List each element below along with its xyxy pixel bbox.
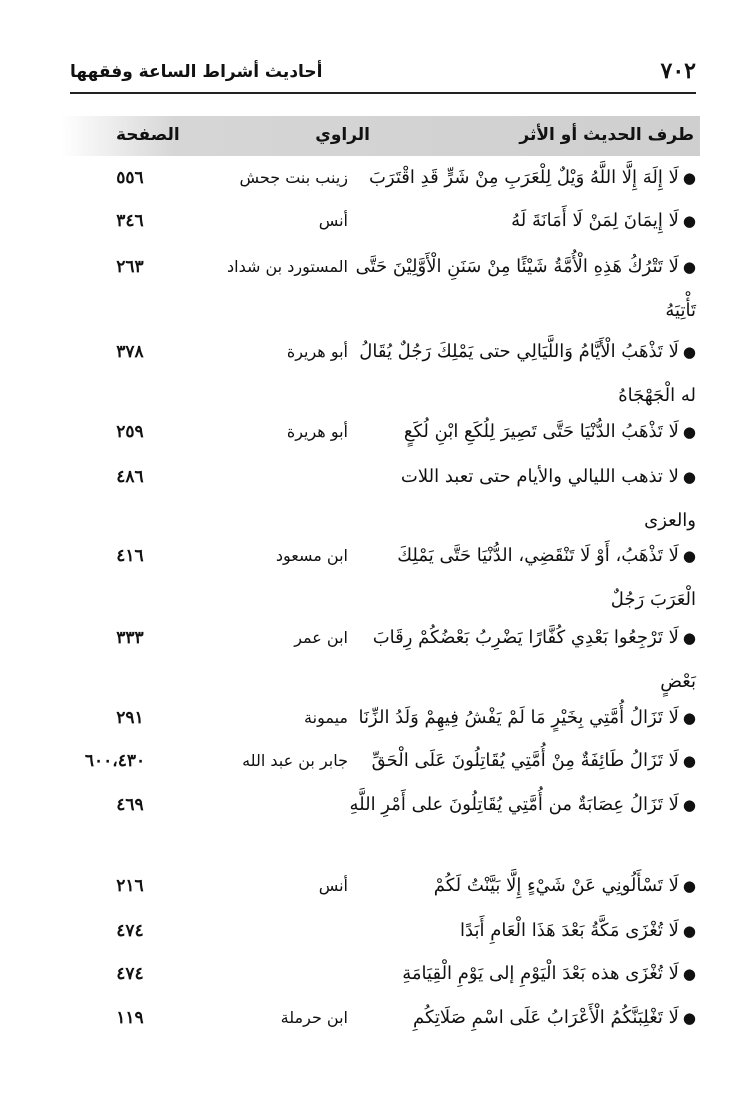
narrator: المستورد بن شداد [227, 257, 348, 276]
hadith-text [346, 909, 696, 953]
hadith-text [346, 534, 696, 622]
hadith-text-value: لا تذهب الليالي والأيام حتى تعبد اللات والعزى [400, 466, 696, 531]
page-ref: ٢١٦ [116, 876, 144, 896]
column-header-page: الصفحة [116, 125, 180, 145]
hadith-text-value: لَا إِلَهَ إِلَّا اللَّهُ وَيْلٌ لِلْعَرَبِ مِنْ شَرٍّ قَدِ اقْتَرَبَ [368, 167, 679, 188]
bullet-icon: ● [682, 169, 696, 187]
hadith-text [346, 156, 696, 200]
bullet-icon: ● [682, 547, 696, 565]
bullet-icon: ● [682, 423, 696, 441]
bullet-icon: ● [682, 343, 696, 361]
column-header-text: طرف الحديث أو الأثر [519, 125, 694, 145]
page-ref: ٢٥٩ [116, 422, 144, 442]
bullet-icon: ● [682, 796, 696, 814]
hadith-text [346, 616, 696, 704]
narrator: زينب بنت جحش [239, 168, 348, 187]
bullet-icon: ● [682, 877, 696, 895]
page-number: ٧٠٢ [660, 58, 696, 84]
hadith-text [346, 952, 696, 996]
bullet-icon: ● [682, 629, 696, 647]
narrator: أنس [318, 876, 348, 895]
narrator: أبو هريرة [286, 422, 348, 441]
page-ref: ٤٦٩ [116, 795, 144, 815]
narrator: ابن حرملة [280, 1008, 348, 1027]
page-ref: ٣٣٣ [116, 628, 144, 648]
hadith-text [346, 199, 696, 243]
narrator: أبو هريرة [286, 342, 348, 361]
hadith-text [346, 996, 696, 1040]
bullet-icon: ● [682, 1009, 696, 1027]
narrator: أنس [318, 211, 348, 230]
bullet-icon: ● [682, 212, 696, 230]
hadith-text [346, 739, 696, 783]
hadith-text-value: لَا تَسْأَلُونِي عَنْ شَيْءٍ إِلَّا بَيَّنْتُ لَكُمْ [433, 875, 679, 896]
hadith-text [346, 410, 696, 454]
narrator: ميمونة [304, 708, 348, 727]
page-ref: ٤٧٤ [116, 921, 144, 941]
narrator: ابن مسعود [275, 546, 348, 565]
hadith-text [346, 245, 696, 333]
hadith-text [346, 864, 696, 908]
page-ref: ٢٦٣ [116, 257, 144, 277]
hadith-text-value: لَا تَغْلِبَنَّكُمُ الْأَعْرَابُ عَلَى اسْمِ صَلَاتِكُمِ [412, 1007, 679, 1028]
hadith-text-value: لَا تَزَالُ عِصَابَةٌ من أُمَّتِي يُقَاتِلُونَ على أَمْرِ اللَّهِ [349, 794, 679, 815]
bullet-icon: ● [682, 468, 696, 486]
hadith-text-value: لَا إِيمَانَ لِمَنْ لَا أَمَانَةَ لَهُ [511, 210, 679, 231]
narrator: جابر بن عبد الله [242, 751, 348, 770]
page-ref: ٣٤٦ [116, 211, 144, 231]
hadith-text-value: لَا تَذْهَبُ، أَوْ لَا تَنْقَضِي، الدُّنْيَا حَتَّى يَمْلِكَ الْعَرَبَ رَجُلٌ [397, 545, 696, 610]
page-ref: ٢٩١ [116, 708, 144, 728]
hadith-text [346, 696, 696, 740]
hadith-text-value: لَا تَذْهَبُ الْأَيَّامُ وَاللَّيَالِي حتى يَمْلِكَ رَجُلٌ يُقَالُ له الْجَهْجَاهُ [359, 341, 696, 406]
page-ref: ١١٩ [116, 1008, 144, 1028]
hadith-text [346, 455, 696, 543]
bullet-icon: ● [682, 965, 696, 983]
hadith-text-value: لَا تَذْهَبُ الدُّنْيَا حَتَّى تَصِيرَ لِلُكَعِ ابْنِ لُكَعٍ [403, 421, 679, 442]
page-ref: ٦٠٠،٤٣٠ [84, 751, 146, 771]
hadith-text-value: لَا تُغْزَى مَكَّةُ بَعْدَ هَذَا الْعَامِ أَبَدًا [460, 920, 679, 941]
bullet-icon: ● [682, 752, 696, 770]
bullet-icon: ● [682, 922, 696, 940]
hadith-text [346, 783, 696, 827]
narrator: ابن عمر [294, 628, 348, 647]
hadith-text [346, 330, 696, 418]
page-ref: ٤٨٦ [116, 467, 144, 487]
hadith-text-value: لَا تَتْرُكُ هَذِهِ الْأُمَّةُ شَيْئًا مِنْ سَنَنِ الْأَوَّلِيْنَ حَتَّى تَأْتِيَهُ [355, 256, 696, 321]
page-ref: ٥٥٦ [116, 168, 144, 188]
running-title: أحاديث أشراط الساعة وفقهها [70, 62, 323, 82]
bullet-icon: ● [682, 258, 696, 276]
hadith-text-value: لَا تَزَالُ أُمَّتِي بِخَيْرٍ مَا لَمْ يَفْشُ فِيهِمْ وَلَدُ الزِّنَا [358, 707, 679, 728]
page-ref: ٣٧٨ [116, 342, 144, 362]
column-header-narrator: الراوي [315, 125, 370, 145]
hadith-text-value: لَا تَرْجِعُوا بَعْدِي كُفَّارًا يَضْرِبُ بَعْضُكُمْ رِقَابَ بَعْضٍ [372, 627, 696, 692]
page-ref: ٤٧٤ [116, 964, 144, 984]
page-ref: ٤١٦ [116, 546, 144, 566]
hadith-text-value: لَا تُغْزَى هذه بَعْدَ الْيَوْمِ إلى يَوْمِ الْقِيَامَةِ [402, 963, 679, 984]
bullet-icon: ● [682, 709, 696, 727]
hadith-text-value: لَا تَزَالُ طَائِفَةٌ مِنْ أُمَّتِي يُقَاتِلُونَ عَلَى الْحَقِّ [371, 750, 679, 771]
